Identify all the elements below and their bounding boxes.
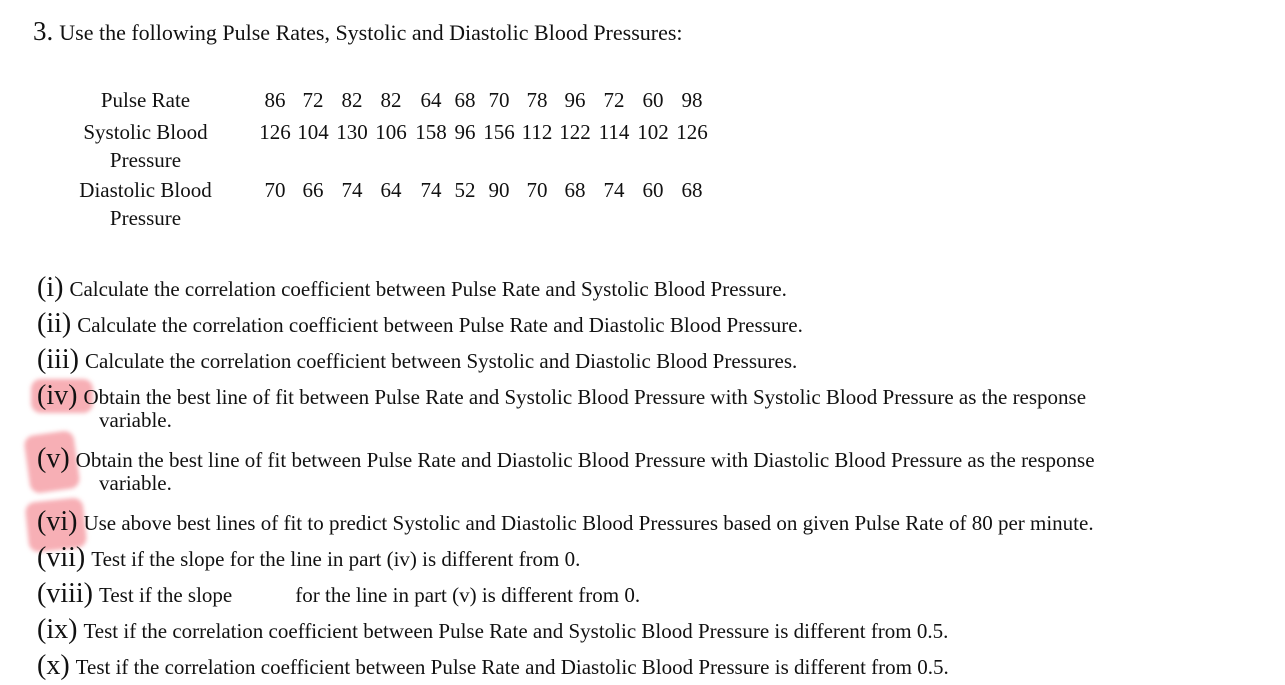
question-v <box>37 443 1095 496</box>
table-cell: 122 <box>559 120 591 144</box>
question-text: Test if the correlation coefficient between Pulse Rate and Diastolic Blood Pressure is different from 0.5. <box>75 655 949 679</box>
question-number: (x) <box>37 650 70 681</box>
table-cell: 114 <box>598 120 630 144</box>
question-text: Test if the slope <box>99 583 233 607</box>
question-number: (vii) <box>37 542 86 573</box>
question-continuation: variable. <box>99 471 172 495</box>
question-text: Obtain the best line of fit between Pulse Rate and Diastolic Blood Pressure with Diastolic Blood Pressure as the response <box>75 448 1095 472</box>
table-row <box>58 118 711 176</box>
question-number: (viii) <box>37 578 93 609</box>
table-cell: 82 <box>380 88 402 112</box>
question-number: (vi) <box>37 506 78 537</box>
question-continuation: variable. <box>99 408 172 432</box>
table-row <box>58 86 711 118</box>
question-vii <box>37 542 580 574</box>
row-label: Systolic Blood Pressure <box>83 120 208 172</box>
table-cell: 64 <box>420 88 442 112</box>
problem-number: 3. <box>33 16 54 46</box>
question-x <box>37 650 949 682</box>
question-number: (ix) <box>37 614 78 645</box>
table-cell: 90 <box>488 178 510 202</box>
question-number: (ii) <box>37 308 72 339</box>
table-cell: 106 <box>375 120 407 144</box>
table-cell: 96 <box>564 88 586 112</box>
question-viii <box>37 578 640 610</box>
question-ix <box>37 614 948 646</box>
question-vi <box>37 506 1094 538</box>
question-text: Test if the correlation coefficient between Pulse Rate and Systolic Blood Pressure is different from 0.5. <box>83 619 949 643</box>
question-number: (iv) <box>37 380 78 411</box>
question-iii <box>37 344 797 376</box>
table-cell: 102 <box>637 120 669 144</box>
table-row <box>58 176 711 234</box>
table-cell: 74 <box>341 178 363 202</box>
table-cell: 60 <box>642 88 664 112</box>
table-cell: 68 <box>564 178 586 202</box>
table-cell: 158 <box>415 120 447 144</box>
table-cell: 52 <box>454 178 476 202</box>
table-cell: 126 <box>259 120 291 144</box>
table-cell: 130 <box>336 120 368 144</box>
table-cell: 70 <box>488 88 510 112</box>
data-table <box>58 86 711 234</box>
question-i <box>37 272 787 304</box>
problem-heading-text: Use the following Pulse Rates, Systolic and Diastolic Blood Pressures: <box>59 20 683 45</box>
question-iv <box>37 380 1086 433</box>
table-cell: 66 <box>302 178 324 202</box>
question-number: (i) <box>37 272 64 303</box>
table-cell: 70 <box>264 178 286 202</box>
table-cell: 68 <box>454 88 476 112</box>
table-cell: 70 <box>526 178 548 202</box>
table-cell: 60 <box>642 178 664 202</box>
row-label: Pulse Rate <box>100 88 191 112</box>
question-number: (v) <box>37 443 70 474</box>
table-cell: 68 <box>681 178 703 202</box>
table-cell: 72 <box>603 88 625 112</box>
question-text: Calculate the correlation coefficient between Systolic and Diastolic Blood Pressures. <box>85 349 798 373</box>
problem-heading <box>33 16 683 47</box>
row-label: Diastolic Blood Pressure <box>79 178 212 230</box>
question-text: Calculate the correlation coefficient between Pulse Rate and Diastolic Blood Pressure. <box>77 313 803 337</box>
table-cell: 86 <box>264 88 286 112</box>
table-cell: 98 <box>681 88 703 112</box>
question-text: Test if the slope for the line in part (iv) is different from 0. <box>91 547 581 571</box>
table-cell: 74 <box>420 178 442 202</box>
question-ii <box>37 308 803 340</box>
table-cell: 72 <box>302 88 324 112</box>
table-cell: 104 <box>297 120 329 144</box>
table-cell: 74 <box>603 178 625 202</box>
question-text: Use above best lines of fit to predict Systolic and Diastolic Blood Pressures based on given Pulse Rate of 80 per minute. <box>83 511 1094 535</box>
table-cell: 112 <box>521 120 553 144</box>
table-cell: 82 <box>341 88 363 112</box>
table-cell: 96 <box>454 120 476 144</box>
question-text: Obtain the best line of fit between Pulse Rate and Systolic Blood Pressure with Systolic Blood Pressure as the response <box>83 385 1087 409</box>
question-text: Calculate the correlation coefficient between Pulse Rate and Systolic Blood Pressure. <box>69 277 787 301</box>
table-cell: 156 <box>483 120 515 144</box>
table-cell: 64 <box>380 178 402 202</box>
table-cell: 126 <box>676 120 708 144</box>
table-cell: 78 <box>526 88 548 112</box>
question-text-2: for the line in part (v) is different from 0. <box>295 583 641 607</box>
question-number: (iii) <box>37 344 79 375</box>
